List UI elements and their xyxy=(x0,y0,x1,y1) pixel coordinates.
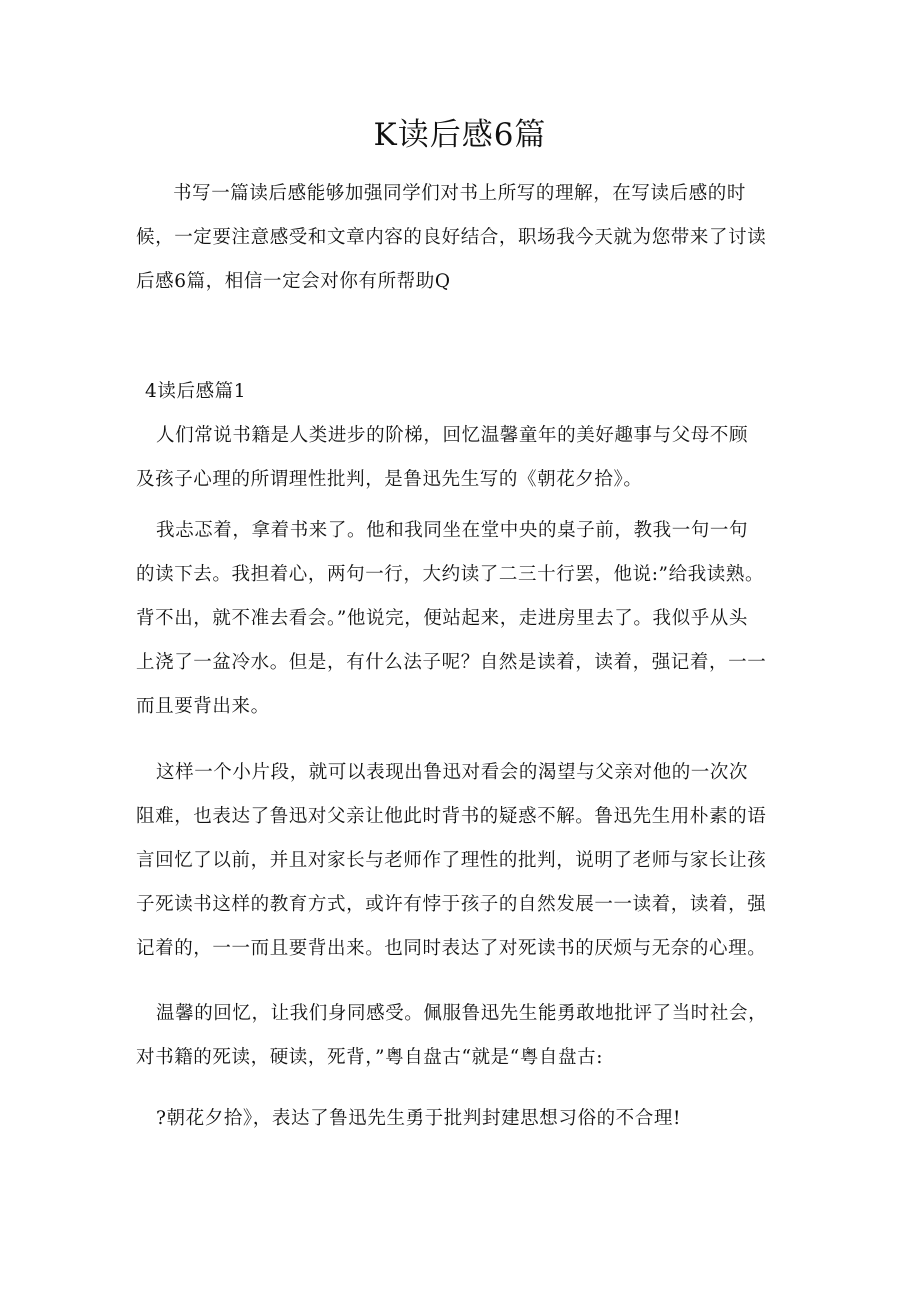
body-paragraph-5 xyxy=(136,1097,796,1141)
paragraph-line: 言回忆了以前，并且对家长与老师作了理性的批判，说明了老师与家长让孩 xyxy=(136,850,767,871)
document-title: K读后感6篇 xyxy=(373,117,547,153)
intro-line: 书写一篇读后感能够加强同学们对书上所写的理解，在写读后感的时 xyxy=(173,183,747,204)
paragraph-line: 人们常说书籍是人类进步的阶梯，回忆温馨童年的美好趣事与父母不顾 xyxy=(156,425,749,446)
section-heading xyxy=(136,370,796,414)
paragraph-line: 及孩子心理的所谓理性批判，是鲁迅先生写的《朝花夕拾》。 xyxy=(136,469,643,490)
paragraph-line: ?朝花夕拾》，表达了鲁迅先生勇于批判封建思想习俗的不合理! xyxy=(156,1108,682,1129)
paragraph-line: 温馨的回忆，让我们身同感受。佩服鲁迅先生能勇敢地批评了当时社会， xyxy=(156,1003,768,1024)
intro-paragraph xyxy=(136,172,796,304)
paragraph-line: 的读下去。我担着心，两句一行，大约读了二三十行罢，他说:”给我读熟。 xyxy=(136,564,765,585)
body-paragraph-2 xyxy=(136,509,796,729)
paragraph-line: 记着的，一一而且要背出来。也同时表达了对死读书的厌烦与无奈的心理。 xyxy=(136,938,767,959)
paragraph-line: 上浇了一盆冷水。但是，有什么法子呢？自然是读着，读着，强记着，一一 xyxy=(136,652,767,673)
paragraph-line: 而且要背出来。 xyxy=(136,696,270,717)
body-paragraph-1 xyxy=(136,414,796,502)
section-heading-text: 4读后感篇1 xyxy=(145,381,247,402)
paragraph-line: 这样一个小片段，就可以表现出鲁迅对看会的渴望与父亲对他的一次次 xyxy=(156,762,749,783)
intro-line: 候，一定要注意感受和文章内容的良好结合，职场我今天就为您带来了讨读 xyxy=(136,227,767,248)
paragraph-line: 对书籍的死读，硬读，死背，”粤自盘古“就是“粤自盘古: xyxy=(136,1047,604,1068)
body-paragraph-4 xyxy=(136,992,796,1080)
paragraph-line: 阻难，也表达了鲁迅对父亲让他此时背书的疑惑不解。鲁迅先生用朴素的语 xyxy=(136,806,767,827)
paragraph-line: 我忐忑着，拿着书来了。他和我同坐在堂中央的桌子前，教我一句一句 xyxy=(156,520,749,541)
paragraph-line: 背不出，就不准去看会。”他说完，便站起来，走进房里去了。我似乎从头 xyxy=(136,608,749,629)
intro-line: 后感6篇，相信一定会对你有所帮助Q xyxy=(136,271,451,292)
paragraph-line: 子死读书这样的教育方式，或许有悖于孩子的自然发展一一读着，读着，强 xyxy=(136,894,767,915)
body-paragraph-3 xyxy=(136,751,796,971)
